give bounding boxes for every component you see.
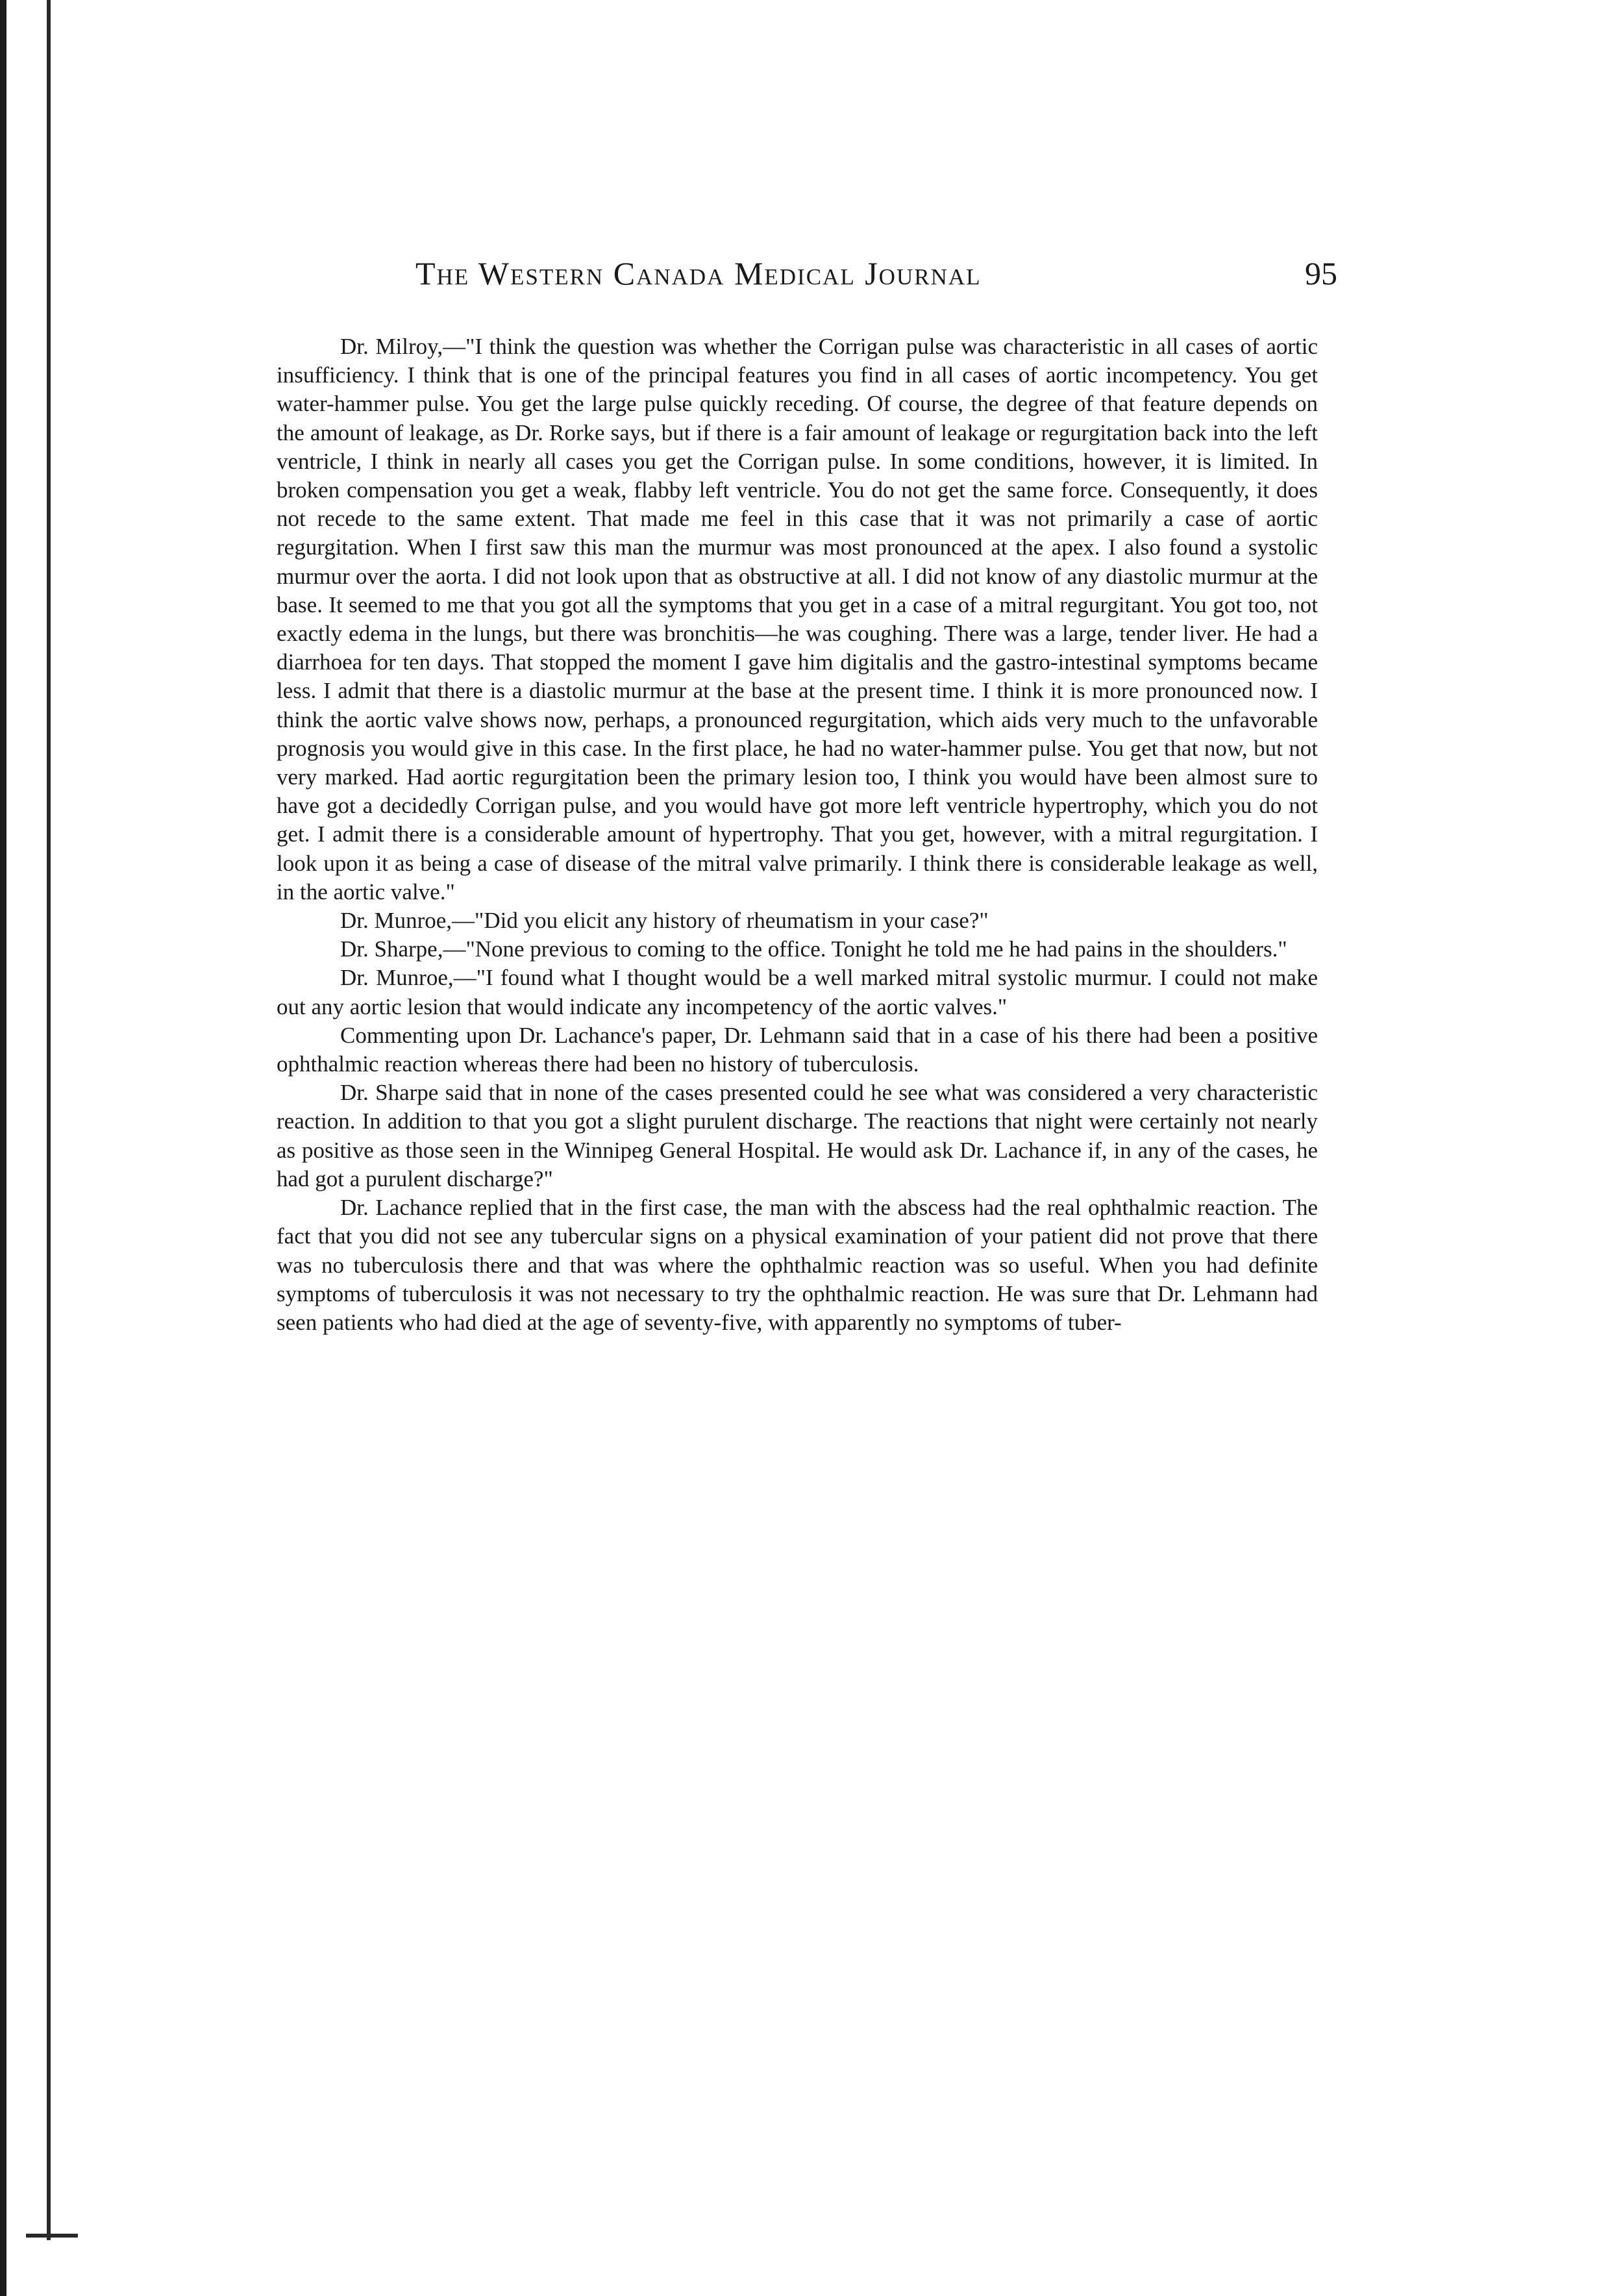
paragraph-sharpe-reply: Dr. Sharpe,—"None previous to coming to the office. Tonight he told me he had pains in the shoulders." (340, 936, 1287, 962)
journal-title: The Western Canada Medical Journal (415, 255, 982, 292)
running-head (415, 255, 1337, 293)
page-number: 95 (1305, 255, 1337, 292)
body-text (277, 332, 1318, 1337)
paragraph-munroe-finding: Dr. Munroe,—"I found what I thought would be a well marked mitral systolic murmur. I could not make out any aortic lesion that would indicate any incompetency of the aortic valves." (277, 965, 1318, 1019)
paragraph-lehmann-comment: Commenting upon Dr. Lachance's paper, Dr. Lehmann said that in a case of his there had been a positive ophthalmic reaction whereas there had been no history of tuberculosis. (277, 1022, 1318, 1077)
paragraph-milroy-remarks: Dr. Milroy,—"I think the question was whether the Corrigan pulse was characteristic in all cases of aortic insufficiency. I think that is one of the principal features you find in all cases of aortic incompetency. You get water-hammer pulse. You get the large pulse quickly receding. Of course, the degree of that feature depends on the amount of leakage, as Dr. Rorke says, but if there is a fair amount of leakage or regurgitation back into the left ventricle, I think in nearly all cases you get the Corrigan pulse. In some conditions, however, it is limited. In broken compensation you get a weak, flabby left ventricle. You do not get the same force. Consequently, it does not recede to the same extent. That made me feel in this case that it was not primarily a case of aortic regurgitation. When I first saw this man the murmur was most pronounced at the apex. I also found a systolic murmur over the aorta. I did not look upon that as obstructive at all. I did not know of any diastolic murmur at the base. It seemed to me that you got all the symptoms that you get in a case of a mitral regurgitant. You got too, not exactly edema in the lungs, but there was bronchitis—he was coughing. There was a large, tender liver. He had a diarrhoea for ten days. That stopped the moment I gave him digitalis and the gastro-intestinal symptoms became less. I admit that there is a diastolic murmur at the base at the present time. I think it is more pronounced now. I think the aortic valve shows now, perhaps, a pronounced regurgitation, which aids very much to the unfavorable prognosis you would give in this case. In the first place, he had no water-hammer pulse. You get that now, but not very marked. Had aortic regurgitation been the primary lesion too, I think you would have been almost sure to have got a decidedly Corrigan pulse, and you would have got more left ventricle hypertrophy, which you do not get. I admit there is a considerable amount of hypertrophy. That you get, however, with a mitral regurgitation. I look upon it as being a case of disease of the mitral valve primarily. I think there is considerable leakage as well, in the aortic valve." (277, 334, 1318, 905)
paragraph-sharpe-comment: Dr. Sharpe said that in none of the cases presented could he see what was considered a very characteristic reaction. In addition to that you got a slight purulent discharge. The reactions that night were certainly not nearly as positive as those seen in the Winnipeg General Hospital. He would ask Dr. Lachance if, in any of the cases, he had got a purulent discharge?" (277, 1080, 1318, 1192)
binding-edge (0, 0, 6, 2296)
gutter-rule-foot (26, 2234, 78, 2238)
gutter-rule (47, 0, 51, 2240)
paragraph-munroe-question: Dr. Munroe,—"Did you elicit any history of rheumatism in your case?" (340, 908, 989, 934)
paragraph-lachance-reply: Dr. Lachance replied that in the first case, the man with the abscess had the real ophthalmic reaction. The fact that you did not see any tubercular signs on a physical examination of your patient did not prove that there was no tuberculosis there and that was where the ophthalmic reaction was so useful. When you had definite symptoms of tuberculosis it was not necessary to try the ophthalmic reaction. He was sure that Dr. Lehmann had seen patients who had died at the age of seventy-five, with apparently no symptoms of tuber- (277, 1195, 1318, 1335)
